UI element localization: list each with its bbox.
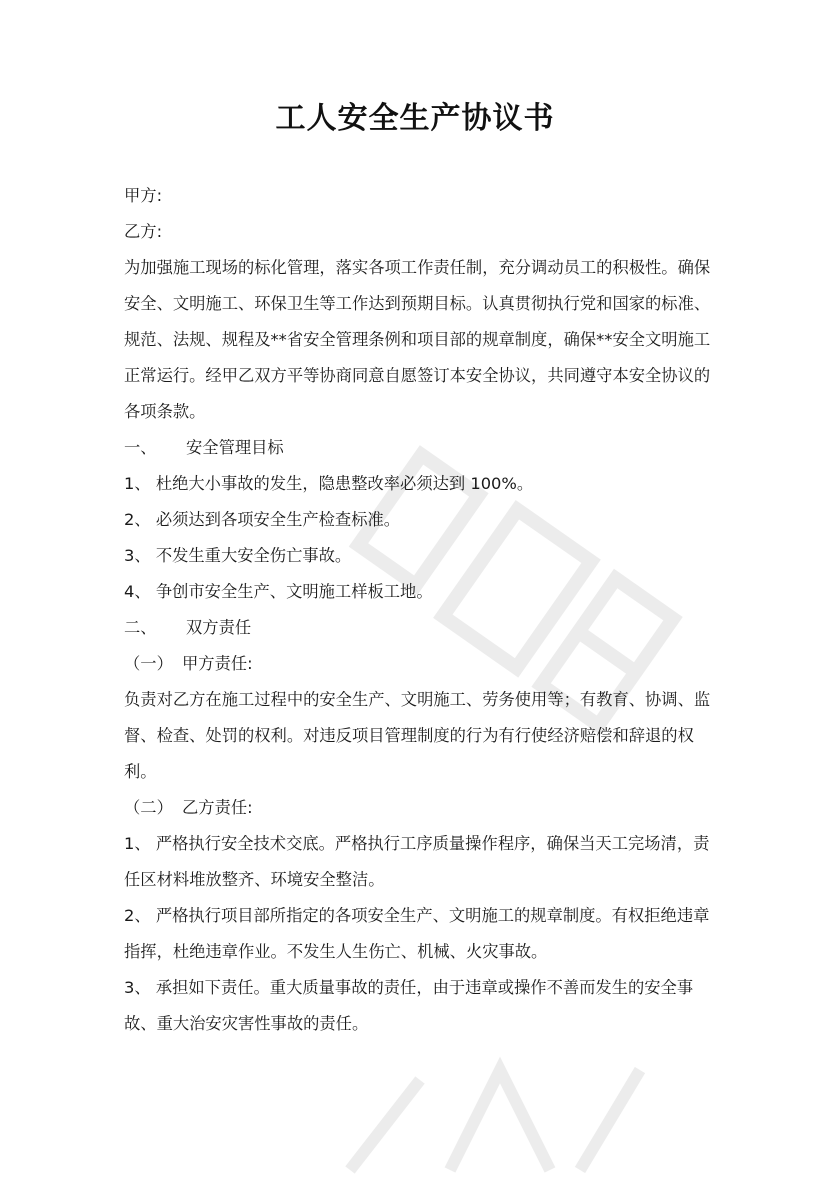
party-b-duty-number: （二） (124, 798, 173, 817)
party-b-duty-title: 乙方责任: (182, 798, 253, 817)
party-a-duty-text: 负责对乙方在施工过程中的安全生产、文明施工、劳务使用等；有教育、协调、监督、检查、处罚的权利。对违反项目管理制度的行为有行使经济赔偿和辞退的权利。 (124, 690, 711, 781)
intro-paragraph: 为加强施工现场的标化管理，落实各项工作责任制，充分调动员工的积极性。确保安全、文明施工、环保卫生等工作达到预期目标。认真贯彻执行党和国家的标准、规范、法规、规程及**省安全管理条例和项目部的规章制度，确保**安全文明施工正常运行。经甲乙双方平等协商同意自愿签订本安全协议，共同遵守本安全协议的各项条款。 (124, 258, 711, 421)
party-b-duty-item: 3、 承担如下责任。重大质量事故的责任，由于违章或操作不善而发生的安全事故、重大治安灾害性事故的责任。 (124, 978, 694, 1033)
party-b-line: 乙方: (124, 222, 163, 241)
section-1-heading (124, 430, 722, 466)
party-a-duty-number: （一） (124, 654, 173, 673)
goal-item: 1、 杜绝大小事故的发生，隐患整改率必须达到 100%。 (124, 474, 534, 493)
section-1-title: 安全管理目标 (186, 438, 284, 457)
document-title: 工人安全生产协议书 (275, 101, 555, 136)
party-b-duty-item: 2、 严格执行项目部所指定的各项安全生产、文明施工的规章制度。有权拒绝违章指挥，杜绝违章作业。不发生人生伤亡、机械、火灾事故。 (124, 906, 710, 961)
party-b-duty-heading (124, 790, 722, 826)
section-2-heading (124, 610, 722, 646)
party-a-line: 甲方: (124, 186, 163, 205)
section-2-title: 双方责任 (186, 618, 252, 637)
document-body (124, 178, 722, 1042)
party-a-duty-heading (124, 646, 722, 682)
goal-item: 4、 争创市安全生产、文明施工样板工地。 (124, 582, 433, 601)
goal-item: 2、 必须达到各项安全生产检查标准。 (124, 510, 401, 529)
watermark-seal (330, 1050, 660, 1180)
section-1-number: 一、 (124, 438, 157, 457)
goal-item: 3、 不发生重大安全伤亡事故。 (124, 546, 352, 565)
party-b-duty-item: 1、 严格执行安全技术交底。严格执行工序质量操作程序，确保当天工完场清，责任区材料堆放整齐、环境安全整洁。 (124, 834, 710, 889)
section-2-number: 二、 (124, 618, 157, 637)
party-a-duty-title: 甲方责任: (182, 654, 253, 673)
